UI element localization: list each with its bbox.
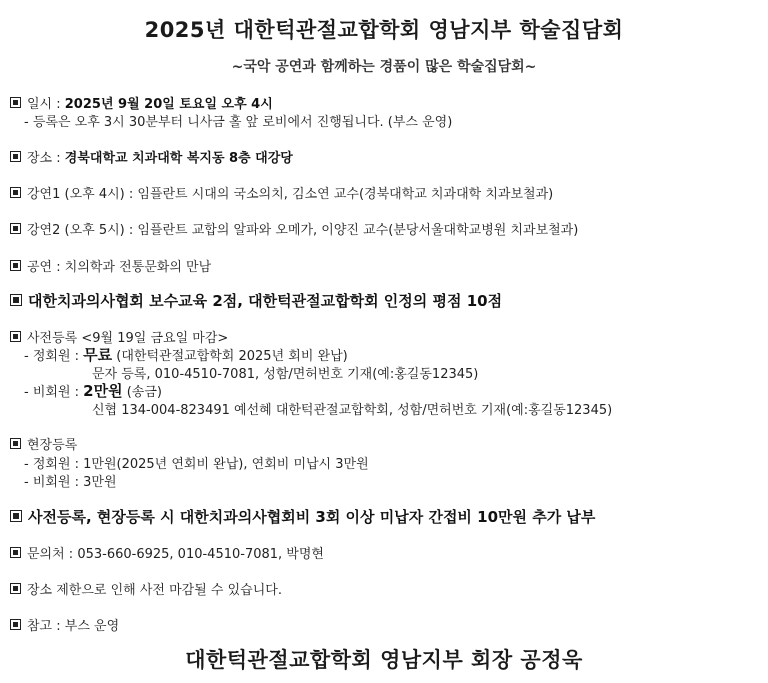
prereg-nonmember-note: (송금) <box>122 385 162 400</box>
square-bullet-icon <box>10 331 21 342</box>
square-bullet-icon <box>10 510 22 522</box>
prereg-member-line <box>24 344 348 365</box>
surcharge-line <box>10 506 595 527</box>
schedule-value: 2025년 9월 20일 토요일 오후 4시 <box>64 97 273 112</box>
surcharge-text: 사전등록, 현장등록 시 대한치과의사협회비 3회 이상 미납자 간접비 10만원 추가 납부 <box>28 508 596 526</box>
prereg-nonmember-detail: 신협 134-004-823491 예선혜 대한턱관절교합학회, 성함/면허번호 기재(예:홍길동12345) <box>92 403 613 418</box>
prereg-member-fee: 무료 <box>83 346 113 364</box>
contact-text: 문의처 : 053-660-6925, 010-4510-7081, 박명현 <box>27 547 324 562</box>
footer-signature: 대한턱관절교합학회 영남지부 회장 공정욱 <box>185 648 583 672</box>
schedule-line <box>10 93 273 112</box>
reference-line <box>10 615 119 634</box>
performance-line <box>10 256 211 275</box>
prereg-nonmember-prefix: - 비회원 : <box>24 385 84 400</box>
square-bullet-icon <box>10 619 21 630</box>
square-bullet-icon <box>10 547 21 558</box>
lecture1-text: 강연1 (오후 4시) : 임플란트 시대의 국소의치, 김소연 교수(경북대학교 치과대학 치과보철과) <box>27 187 554 202</box>
square-bullet-icon <box>10 223 21 234</box>
schedule-label: 일시 : <box>27 97 65 112</box>
square-bullet-icon <box>10 583 21 594</box>
performance-text: 공연 : 치의학과 전통문화의 만남 <box>27 260 212 275</box>
square-bullet-icon <box>10 294 22 306</box>
notice-text: 장소 제한으로 인해 사전 마감될 수 있습니다. <box>27 583 282 598</box>
prereg-member-detail: 문자 등록, 010-4510-7081, 성함/면허번호 기재(예:홍길동12345) <box>92 367 479 382</box>
onsite-label: 현장등록 <box>27 438 78 453</box>
square-bullet-icon <box>10 260 21 271</box>
onsite-line <box>10 434 77 453</box>
onsite-nonmember: - 비회원 : 3만원 <box>24 475 117 490</box>
prereg-nonmember-fee: 2만원 <box>83 382 123 400</box>
square-bullet-icon <box>10 438 21 449</box>
onsite-member: - 정회원 : 1만원(2025년 연회비 완납), 연회비 미납시 3만원 <box>24 457 369 472</box>
reference-text: 참고 : 부스 운영 <box>27 619 120 634</box>
venue-value: 경북대학교 치과대학 복지동 8층 대강당 <box>64 151 293 166</box>
venue-label: 장소 : <box>27 151 65 166</box>
square-bullet-icon <box>10 187 21 198</box>
square-bullet-icon <box>10 151 21 162</box>
lecture1-line <box>10 183 553 202</box>
prereg-nonmember-line <box>24 380 162 401</box>
page-title: 2025년 대한턱관절교합학회 영남지부 학술집담회 <box>144 18 624 42</box>
credits-text: 대한치과의사협회 보수교육 2점, 대한턱관절교합학회 인정의 평점 10점 <box>28 292 503 310</box>
square-bullet-icon <box>10 97 21 108</box>
page-subtitle: ~국악 공연과 함께하는 경품이 많은 학술집담회~ <box>231 59 537 75</box>
credits-line <box>10 290 502 311</box>
preregistration-label: 사전등록 <9월 19일 금요일 마감> <box>27 331 229 346</box>
prereg-member-note: (대한턱관절교합학회 2025년 회비 완납) <box>112 349 348 364</box>
contact-line <box>10 543 324 562</box>
lecture2-line <box>10 219 578 238</box>
prereg-member-prefix: - 정회원 : <box>24 349 84 364</box>
registration-note: - 등록은 오후 3시 30분부터 니사금 홀 앞 로비에서 진행됩니다. (부스 운영) <box>24 115 453 130</box>
notice-line <box>10 579 282 598</box>
venue-line <box>10 147 293 166</box>
lecture2-text: 강연2 (오후 5시) : 임플란트 교합의 알파와 오메가, 이양진 교수(분당서울대학교병원 치과보철과) <box>27 223 579 238</box>
